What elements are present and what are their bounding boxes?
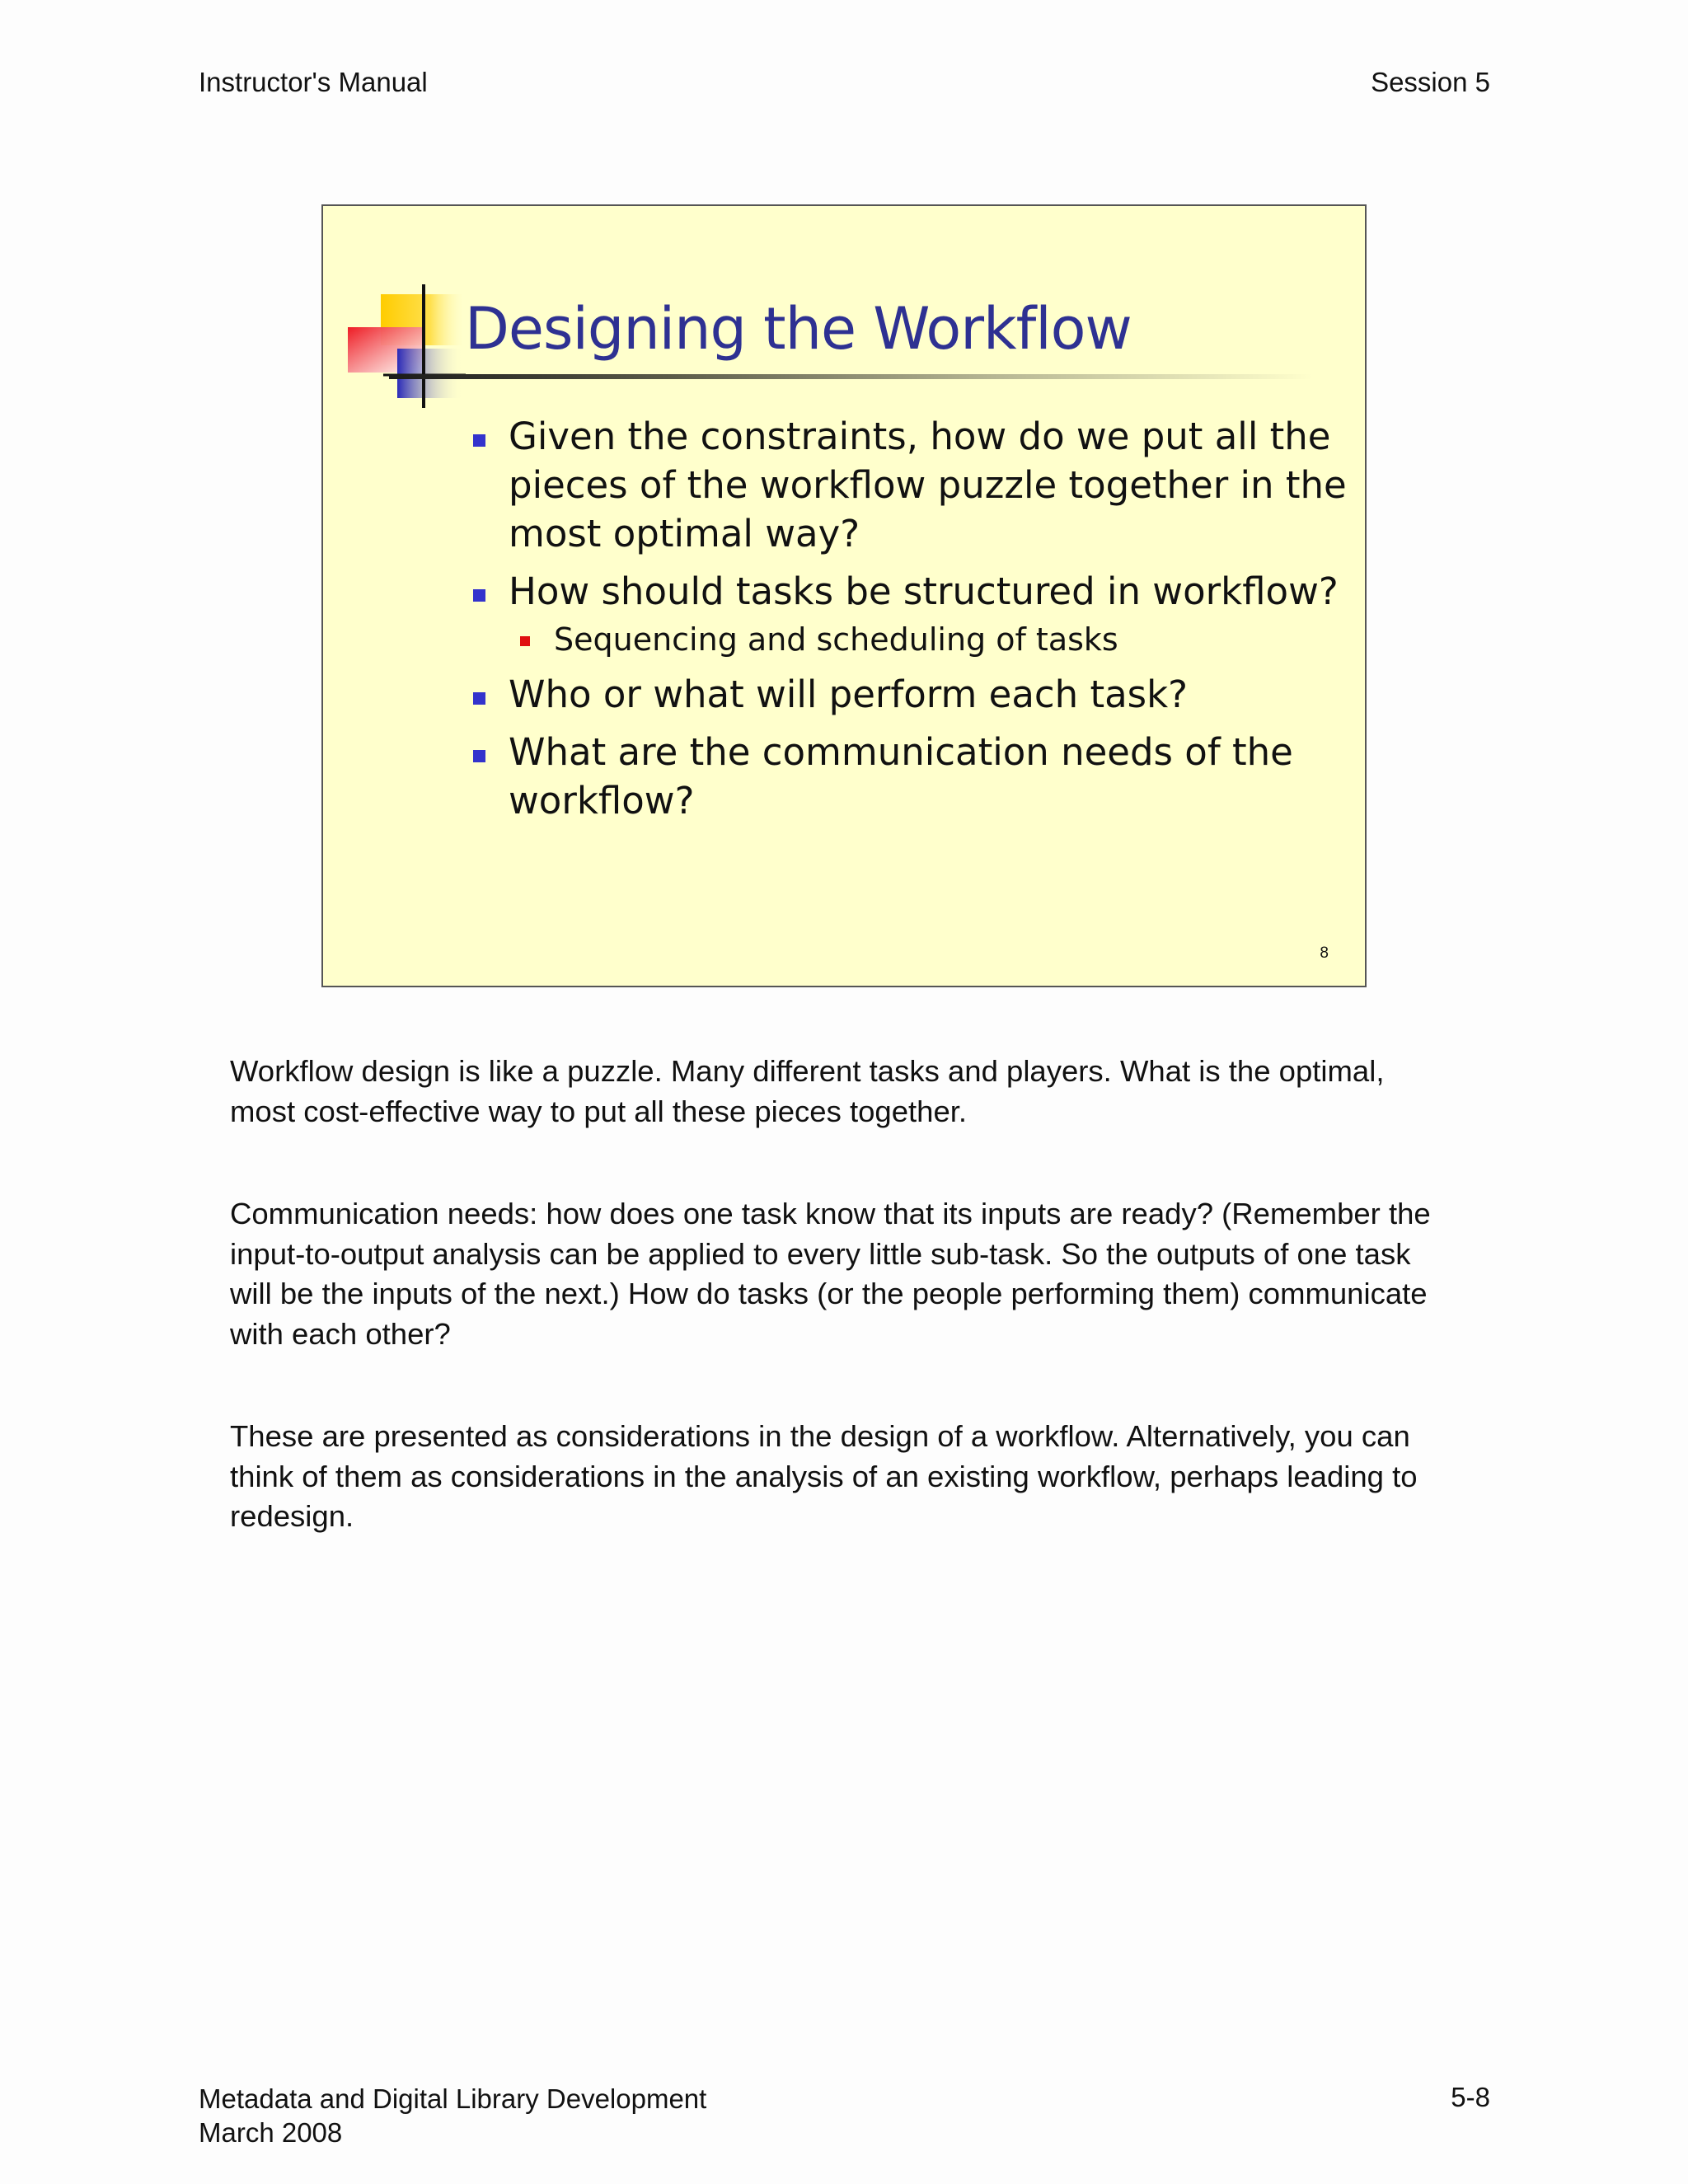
square-bullet-icon xyxy=(473,589,485,602)
notes-paragraph: Workflow design is like a puzzle. Many different tasks and players. What is the optimal, most cost-effective way to put all these pieces together. xyxy=(230,1054,1385,1128)
slide-number: 8 xyxy=(1320,944,1329,962)
notes-paragraph: Communication needs: how does one task know that its inputs are ready? (Remember the input-to-output analysis can be applied to every little sub-task. So the outputs of one task will be the inputs of the next.) How do tasks (or the people performing them) communicate with each other? xyxy=(230,1197,1431,1351)
bullet-item xyxy=(467,670,1349,719)
red-square-bullet-icon xyxy=(520,636,530,646)
square-bullet-icon xyxy=(473,434,485,447)
bullet-item xyxy=(467,728,1349,825)
notes-paragraph: These are presented as considerations in the design of a workflow. Alternatively, you can think of them as considerations in the analysis of an existing workflow, perhaps leading to redesign. xyxy=(230,1419,1418,1533)
instructor-notes xyxy=(230,1052,1450,1600)
bullet-text: What are the communication needs of the workflow? xyxy=(509,730,1293,823)
overlapping-squares-logo-icon xyxy=(335,284,467,408)
bullet-text: How should tasks be structured in workflow? xyxy=(509,569,1339,613)
header-session: Session 5 xyxy=(1371,67,1490,97)
footer-date: March 2008 xyxy=(199,2117,343,2148)
square-bullet-icon xyxy=(473,750,485,762)
title-underline xyxy=(389,374,1312,379)
footer-course-info xyxy=(199,2082,706,2149)
sub-bullet-item xyxy=(467,620,1349,659)
footer-page-number: 5-8 xyxy=(1451,2082,1490,2112)
slide-bullet-list xyxy=(467,412,1349,834)
square-bullet-icon xyxy=(473,692,485,705)
bullet-item xyxy=(467,567,1349,616)
bullet-text: Who or what will perform each task? xyxy=(509,673,1189,716)
footer-course-title: Metadata and Digital Library Development xyxy=(199,2083,707,2114)
slide xyxy=(321,204,1367,987)
bullet-text: Given the constraints, how do we put all the pieces of the workflow puzzle together in the most optimal way? xyxy=(509,415,1347,555)
slide-title: Designing the Workflow xyxy=(465,295,1132,363)
sub-bullet-text: Sequencing and scheduling of tasks xyxy=(554,621,1118,658)
header-manual-title: Instructor's Manual xyxy=(199,67,428,97)
bullet-item xyxy=(467,412,1349,558)
